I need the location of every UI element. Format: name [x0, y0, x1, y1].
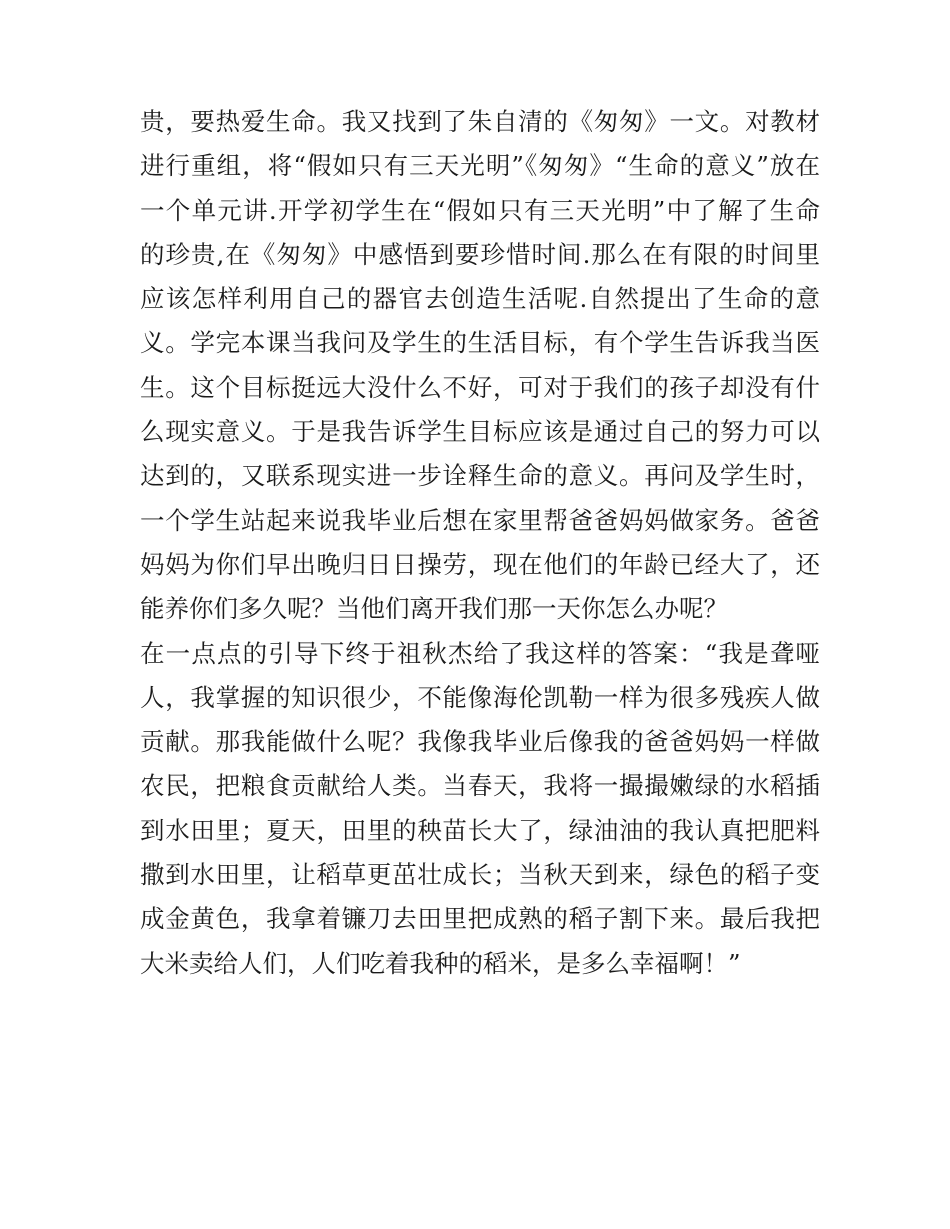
text-line: 贵，要热爱生命。我又找到了朱自清的《匆匆》一文。对教材 — [140, 107, 820, 136]
text-line: 农民，把粮食贡献给人类。当春天，我将一撮撮嫩绿的水稻插 — [140, 771, 820, 801]
body-text — [140, 100, 820, 986]
text-line: 能养你们多久呢？当他们离开我们那一天你怎么办呢？ — [140, 594, 728, 624]
text-line: 一个单元讲.开学初学生在“假如只有三天光明”中了解了生命 — [140, 195, 820, 225]
text-line: 进行重组，将“假如只有三天光明”《匆匆》“生命的意义”放在 — [140, 151, 820, 181]
text-line: 妈妈为你们早出晚归日日操劳，现在他们的年龄已经大了，还 — [140, 549, 820, 579]
text-line: 的珍贵,在《匆匆》中感悟到要珍惜时间.那么在有限的时间里 — [140, 239, 820, 269]
text-line: 到水田里；夏天，田里的秧苗长大了，绿油油的我认真把肥料 — [140, 815, 820, 845]
text-line: 生。这个目标挺远大没什么不好，可对于我们的孩子却没有什 — [140, 372, 820, 402]
text-line: 撒到水田里，让稻草更茁壮成长；当秋天到来，绿色的稻子变 — [140, 860, 820, 890]
text-line: 义。学完本课当我问及学生的生活目标，有个学生告诉我当医 — [140, 328, 820, 358]
text-line: 贡献。那我能做什么呢？我像我毕业后像我的爸爸妈妈一样做 — [140, 727, 820, 757]
text-line: 人，我掌握的知识很少，不能像海伦凯勒一样为很多残疾人做 — [140, 682, 820, 712]
text-line: 一个学生站起来说我毕业后想在家里帮爸爸妈妈做家务。爸爸 — [140, 505, 820, 535]
text-line: 达到的，又联系现实进一步诠释生命的意义。再问及学生时， — [140, 461, 820, 491]
text-line: 成金黄色，我拿着镰刀去田里把成熟的稻子割下来。最后我把 — [140, 904, 820, 934]
text-line: 应该怎样利用自己的器官去创造生活呢.自然提出了生命的意 — [140, 284, 820, 314]
text-line: 大米卖给人们，人们吃着我种的稻米，是多么幸福啊！” — [140, 948, 741, 978]
text-line: 么现实意义。于是我告诉学生目标应该是通过自己的努力可以 — [140, 417, 820, 447]
text-line: 在一点点的引导下终于祖秋杰给了我这样的答案：“我是聋哑 — [140, 638, 820, 668]
